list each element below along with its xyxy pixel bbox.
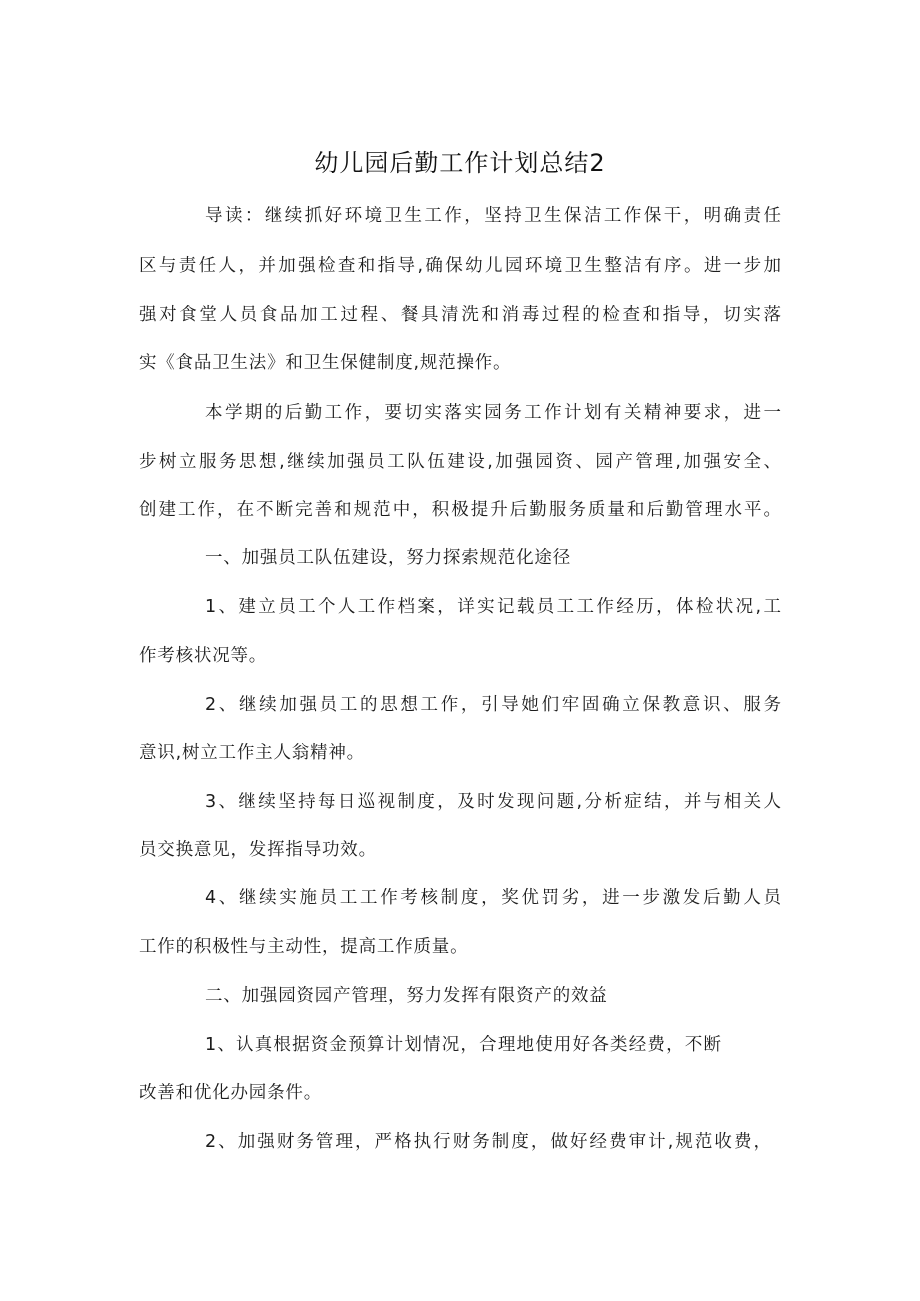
paragraph-line: 2、继续加强员工的思想工作，引导她们牢固确立保教意识、服务 [205, 695, 781, 715]
section-heading: 一、加强员工队伍建设，努力探索规范化途径 [205, 548, 571, 568]
paragraph-line: 导读：继续抓好环境卫生工作，坚持卫生保洁工作保干，明确责任 [205, 206, 781, 226]
paragraph-line: 作考核状况等。 [139, 646, 268, 666]
paragraph-line: 创建工作，在不断完善和规范中，积极提升后勤服务质量和后勤管理水平。 [139, 500, 781, 520]
paragraph-line: 步树立服务思想,继续加强员工队伍建设,加强园资、园产管理,加强安全、 [139, 452, 781, 472]
paragraph-line: 2、加强财务管理，严格执行财务制度，做好经费审计,规范收费， [205, 1132, 771, 1152]
paragraph-line: 本学期的后勤工作，要切实落实园务工作计划有关精神要求，进一 [205, 403, 781, 423]
paragraph-line: 1、建立员工个人工作档案，详实记载员工工作经历，体检状况,工 [205, 597, 781, 617]
paragraph-line: 强对食堂人员食品加工过程、餐具清洗和消毒过程的检查和指导，切实落 [139, 305, 781, 325]
paragraph-line: 改善和优化办园条件。 [139, 1083, 322, 1103]
paragraph-line: 4、继续实施员工工作考核制度，奖优罚劣，进一步激发后勤人员 [205, 888, 781, 908]
section-heading: 二、加强园资园产管理，努力发挥有限资产的效益 [205, 986, 608, 1006]
paragraph-line: 1、认真根据资金预算计划情况，合理地使用好各类经费，不断 [205, 1035, 723, 1055]
paragraph-line: 意识,树立工作主人翁精神。 [139, 743, 365, 763]
paragraph-line: 实《食品卫生法》和卫生保健制度,规范操作。 [139, 353, 512, 373]
document-title: 幼儿园后勤工作计划总结2 [314, 149, 606, 177]
paragraph-line: 员交换意见，发挥指导功效。 [139, 840, 377, 860]
paragraph-line: 工作的积极性与主动性，提高工作质量。 [139, 937, 469, 957]
paragraph-line: 3、继续坚持每日巡视制度，及时发现问题,分析症结，并与相关人 [205, 792, 781, 812]
paragraph-line: 区与责任人，并加强检查和指导,确保幼儿园环境卫生整洁有序。进一步加 [139, 256, 781, 276]
